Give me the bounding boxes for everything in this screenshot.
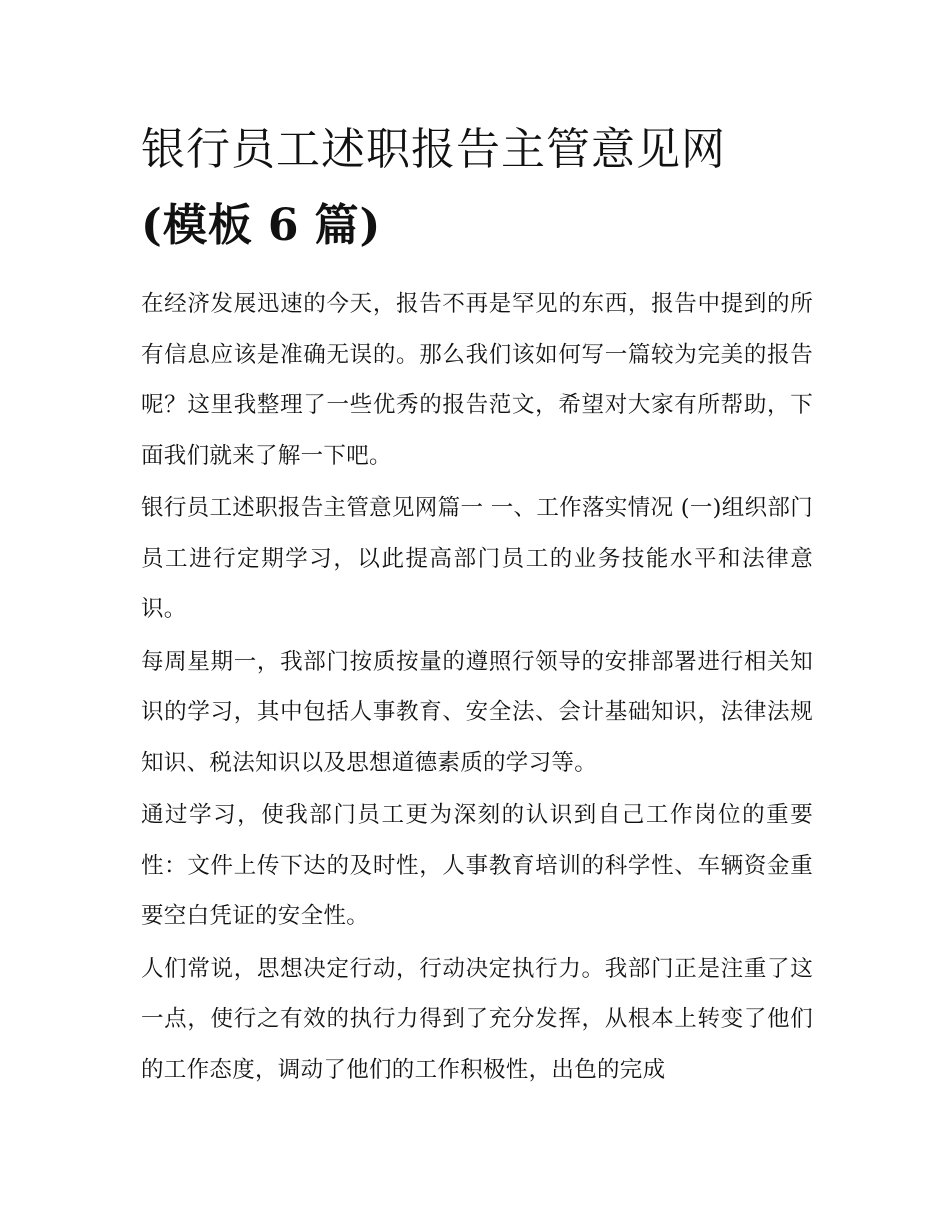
paragraph-weekly-study: 每周星期一，我部门按质按量的遵照行领导的安排部署进行相关知识的学习，其中包括人事教育、安全法、会计基础知识，法律法规知识、税法知识以及思想道德素质的学习等。 bbox=[141, 648, 813, 776]
title-number: 6 bbox=[267, 200, 300, 251]
paragraph-intro: 在经济发展迅速的今天，报告不再是罕见的东西，报告中提到的所有信息应该是准确无误的。那么我们该如何写一篇较为完美的报告呢？这里我整理了一些优秀的报告范文，希望对大家有所帮助，下面我们就来了解一下吧。 bbox=[141, 291, 813, 469]
title-main: 银行员工述职报告主管意见网 bbox=[141, 124, 726, 175]
paragraph-execution: 人们常说，思想决定行动，行动决定执行力。我部门正是注重了这一点，使行之有效的执行力得到了充分发挥，从根本上转变了他们的工作态度，调动了他们的工作积极性，出色的完成 bbox=[141, 955, 813, 1083]
document-body bbox=[141, 279, 813, 1097]
paragraph-section-one: 银行员工述职报告主管意见网篇一 一、工作落实情况 (一)组织部门员工进行定期学习，以此提高部门员工的业务技能水平和法律意识。 bbox=[141, 495, 813, 622]
paragraph-study-result: 通过学习，使我部门员工更为深刻的认识到自己工作岗位的重要性：文件上传下达的及时性，人事教育培训的科学性、车辆资金重要空白凭证的安全性。 bbox=[141, 802, 813, 929]
document-title bbox=[141, 112, 821, 264]
title-open: (模板 bbox=[141, 200, 253, 251]
title-close: 篇) bbox=[314, 200, 382, 251]
